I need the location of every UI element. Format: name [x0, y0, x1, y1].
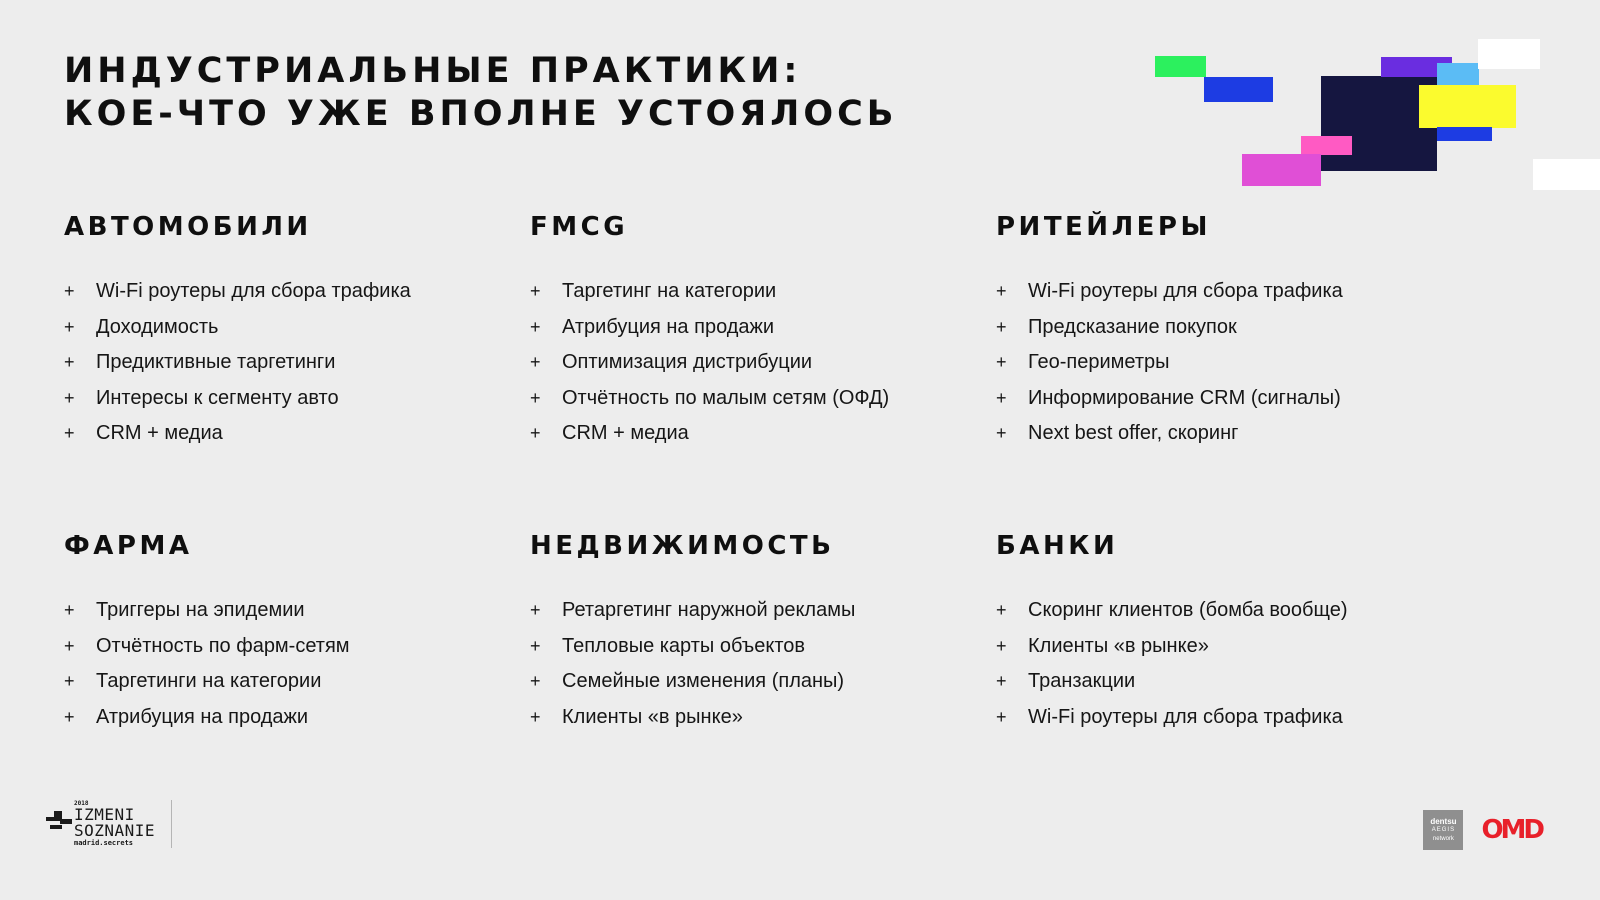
- footer-divider: [171, 800, 172, 848]
- list-item-text: Информирование CRM (сигналы): [1028, 386, 1341, 409]
- plus-icon: +: [996, 352, 1007, 372]
- list-item: [64, 345, 504, 381]
- event-logo: [46, 801, 155, 848]
- section-automobiles: [64, 212, 504, 452]
- plus-icon: +: [530, 423, 541, 443]
- plus-icon: +: [64, 635, 75, 656]
- partner-logo-line-1: dentsu: [1430, 816, 1457, 826]
- list-item: [64, 381, 504, 417]
- plus-icon: +: [530, 352, 541, 372]
- plus-icon: +: [996, 671, 1007, 691]
- plus-icon: +: [64, 316, 75, 337]
- list-item-text: CRM + медиа: [96, 422, 223, 444]
- plus-icon: +: [64, 281, 75, 301]
- decor-block-white-top: [1478, 39, 1540, 69]
- decor-block-pink: [1301, 136, 1352, 155]
- plus-icon: +: [64, 423, 75, 443]
- footer-partner-logos: [1423, 810, 1542, 850]
- list-item: [530, 593, 970, 629]
- slide-title: [64, 50, 897, 136]
- section-pharma: [64, 531, 504, 735]
- practice-list: [530, 593, 970, 735]
- decor-block-yellow: [1419, 85, 1516, 128]
- decorative-pixel-blocks: [1140, 38, 1600, 198]
- list-item-text: Атрибуция на продажи: [562, 315, 775, 338]
- list-item-text: Клиенты «в рынке»: [1028, 634, 1209, 657]
- list-item: [530, 416, 970, 452]
- plus-icon: +: [530, 635, 541, 656]
- practice-list: [530, 274, 970, 452]
- plus-icon: +: [530, 316, 541, 337]
- plus-icon: +: [996, 316, 1007, 337]
- list-item-text: Транзакции: [1028, 670, 1136, 692]
- section-retailers: [996, 212, 1436, 452]
- plus-icon: +: [64, 600, 75, 620]
- list-item-text: Семейные изменения (планы): [562, 670, 845, 692]
- list-item: [64, 593, 504, 629]
- list-item-text: Ретаргетинг наружной рекламы: [562, 599, 856, 621]
- plus-icon: +: [530, 671, 541, 691]
- plus-icon: +: [996, 281, 1007, 301]
- section-heading: РИТЕЙЛЕРЫ: [996, 212, 1211, 242]
- list-item: [530, 629, 970, 665]
- section-heading: FMCG: [530, 212, 629, 242]
- list-item: [530, 274, 970, 310]
- decor-block-blue-small: [1437, 127, 1492, 141]
- list-item: [530, 700, 970, 736]
- decor-block-white-right: [1533, 159, 1600, 190]
- section-heading: ФАРМА: [64, 531, 193, 561]
- list-item-text: Wi-Fi роутеры для сбора трафика: [1028, 705, 1343, 728]
- list-item: [64, 629, 504, 665]
- list-item-text: Гео-периметры: [1028, 351, 1170, 373]
- list-item: [64, 274, 504, 310]
- slide-title-line-2: КОЕ-ЧТО УЖЕ ВПОЛНЕ УСТОЯЛОСЬ: [64, 94, 898, 134]
- event-logo-line-2: SOZNANIE: [74, 820, 156, 840]
- decor-block-magenta: [1242, 154, 1321, 186]
- list-item: [64, 416, 504, 452]
- list-item-text: Оптимизация дистрибуции: [562, 351, 813, 373]
- list-item: [996, 345, 1436, 381]
- event-mark-icon: [46, 811, 72, 835]
- omd-logo: OMD: [1481, 815, 1542, 845]
- list-item: [64, 310, 504, 346]
- section-banks: [996, 531, 1436, 735]
- slide-title-line-1: ИНДУСТРИАЛЬНЫЕ ПРАКТИКИ:: [64, 51, 802, 91]
- plus-icon: +: [530, 706, 541, 727]
- list-item: [996, 593, 1436, 629]
- partner-logo-line-3: network: [1432, 835, 1454, 842]
- section-heading: НЕДВИЖИМОСТЬ: [530, 531, 835, 561]
- list-item: [530, 310, 970, 346]
- practice-list: [64, 593, 504, 735]
- section-heading: АВТОМОБИЛИ: [64, 212, 312, 242]
- event-logo-year: 2018: [74, 799, 89, 807]
- list-item-text: Клиенты «в рынке»: [562, 705, 743, 728]
- plus-icon: +: [530, 281, 541, 301]
- decor-block-sky: [1437, 63, 1479, 86]
- list-item: [996, 274, 1436, 310]
- list-item-text: Wi-Fi роутеры для сбора трафика: [1028, 280, 1343, 302]
- list-item-text: Wi-Fi роутеры для сбора трафика: [96, 280, 411, 302]
- list-item: [996, 629, 1436, 665]
- decor-block-blue: [1204, 77, 1273, 102]
- list-item: [530, 381, 970, 417]
- list-item-text: Предиктивные таргетинги: [96, 351, 336, 373]
- plus-icon: +: [530, 600, 541, 620]
- section-fmcg: [530, 212, 970, 452]
- footer-event-branding: [46, 800, 172, 848]
- event-logo-subtitle: madrid.secrets: [74, 838, 134, 847]
- plus-icon: +: [530, 387, 541, 408]
- list-item: [996, 416, 1436, 452]
- list-item: [996, 381, 1436, 417]
- practice-list: [996, 274, 1436, 452]
- list-item-text: Доходимость: [96, 315, 219, 338]
- plus-icon: +: [996, 635, 1007, 656]
- plus-icon: +: [996, 600, 1007, 620]
- list-item-text: Предсказание покупок: [1028, 315, 1237, 338]
- list-item-text: Тепловые карты объектов: [562, 634, 806, 657]
- list-item: [996, 310, 1436, 346]
- list-item-text: Скоринг клиентов (бомба вообще): [1028, 599, 1348, 621]
- list-item: [530, 345, 970, 381]
- practice-list: [996, 593, 1436, 735]
- list-item: [996, 700, 1436, 736]
- list-item-text: Таргетинг на категории: [562, 280, 777, 302]
- plus-icon: +: [996, 423, 1007, 443]
- practice-list: [64, 274, 504, 452]
- list-item: [530, 664, 970, 700]
- plus-icon: +: [64, 352, 75, 372]
- section-real-estate: [530, 531, 970, 735]
- list-item: [64, 700, 504, 736]
- list-item-text: Триггеры на эпидемии: [96, 599, 305, 621]
- plus-icon: +: [64, 671, 75, 691]
- list-item-text: Отчётность по малым сетям (ОФД): [562, 386, 890, 409]
- list-item: [996, 664, 1436, 700]
- list-item: [64, 664, 504, 700]
- decor-block-green: [1155, 56, 1206, 77]
- list-item-text: Next best offer, скоринг: [1028, 422, 1239, 444]
- section-heading: БАНКИ: [996, 531, 1119, 561]
- partner-logo-line-2: AEGIS: [1431, 826, 1456, 833]
- event-logo-line-1: IZMENI: [74, 804, 135, 824]
- list-item-text: Атрибуция на продажи: [96, 705, 309, 728]
- plus-icon: +: [64, 706, 75, 727]
- list-item-text: Интересы к сегменту авто: [96, 386, 339, 409]
- list-item-text: Таргетинги на категории: [96, 670, 322, 692]
- plus-icon: +: [64, 387, 75, 408]
- list-item-text: Отчётность по фарм-сетям: [96, 634, 350, 657]
- list-item-text: CRM + медиа: [562, 422, 689, 444]
- plus-icon: +: [996, 706, 1007, 727]
- dentsu-aegis-logo: [1423, 810, 1463, 850]
- plus-icon: +: [996, 387, 1007, 408]
